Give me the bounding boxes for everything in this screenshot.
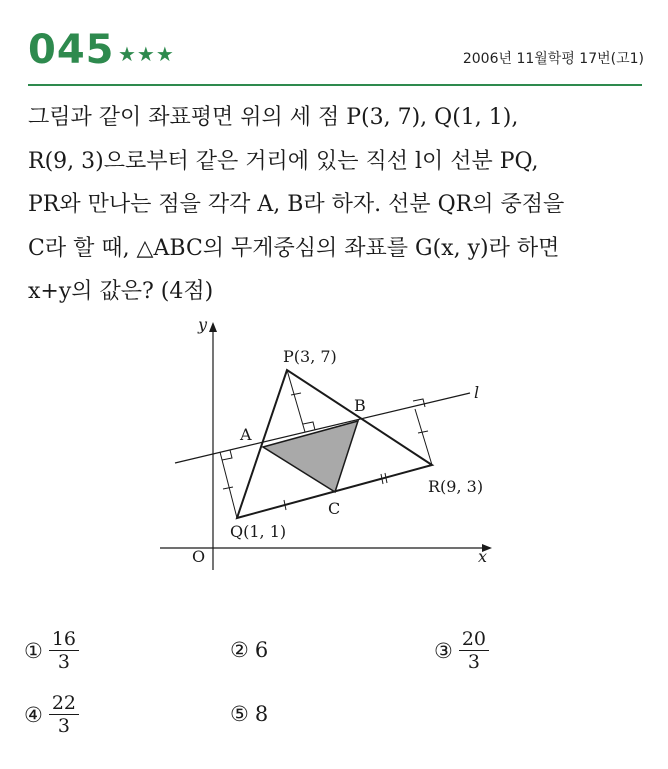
label-c: C bbox=[328, 499, 341, 518]
denominator: 3 bbox=[467, 651, 480, 673]
problem-text bbox=[28, 96, 644, 314]
right-angle-mark bbox=[303, 422, 315, 430]
tick-mark bbox=[291, 393, 301, 395]
choice-1[interactable] bbox=[24, 628, 79, 673]
problem-line: x+y의 값은? (4점) bbox=[28, 279, 214, 304]
choice-5[interactable] bbox=[230, 702, 268, 726]
label-q: Q(1, 1) bbox=[230, 522, 287, 541]
problem-line: PR와 만나는 점을 각각 A, B라 하자. 선분 QR의 중점을 bbox=[28, 192, 565, 217]
label-a: A bbox=[240, 425, 252, 444]
label-b: B bbox=[354, 396, 366, 415]
problem-line: R(9, 3)으로부터 같은 거리에 있는 직선 l이 선분 PQ, bbox=[28, 148, 539, 174]
choice-3[interactable] bbox=[434, 628, 489, 673]
coordinate-figure bbox=[150, 310, 510, 575]
choice-marker: ② bbox=[230, 638, 249, 662]
choice-4[interactable] bbox=[24, 692, 79, 737]
denominator: 3 bbox=[57, 651, 70, 673]
choice-marker: ① bbox=[24, 638, 43, 663]
label-y: y bbox=[198, 315, 208, 334]
choice-fraction bbox=[49, 692, 79, 737]
numerator: 16 bbox=[49, 628, 79, 651]
choice-value: 6 bbox=[254, 638, 269, 662]
triangle-abc bbox=[263, 421, 358, 492]
tick-mark bbox=[223, 487, 233, 489]
header-divider bbox=[28, 84, 642, 86]
numerator: 20 bbox=[459, 628, 489, 651]
answer-choices bbox=[24, 628, 644, 748]
problem-line: C라 할 때, △ABC의 무게중심의 좌표를 G(x, y)라 하면 bbox=[28, 235, 560, 261]
problem-header bbox=[28, 26, 644, 80]
choice-marker: ③ bbox=[434, 638, 453, 663]
problem-line: 그림과 같이 좌표평면 위의 세 점 P(3, 7), Q(1, 1), bbox=[28, 105, 519, 130]
choice-marker: ④ bbox=[24, 702, 43, 727]
choice-fraction bbox=[49, 628, 79, 673]
numerator: 22 bbox=[49, 692, 79, 715]
label-l: l bbox=[474, 383, 480, 402]
y-axis-arrow bbox=[209, 322, 217, 332]
choice-value: 8 bbox=[254, 702, 269, 726]
choice-fraction bbox=[459, 628, 489, 673]
problem-number: 045 bbox=[28, 27, 115, 73]
tick-mark bbox=[418, 431, 428, 433]
label-o: O bbox=[192, 547, 206, 566]
perp-from-q bbox=[220, 452, 237, 518]
label-x: x bbox=[478, 547, 488, 566]
label-r: R(9, 3) bbox=[428, 477, 484, 496]
label-p: P(3, 7) bbox=[283, 347, 337, 366]
problem-source: 2006년 11월학평 17번(고1) bbox=[462, 51, 644, 67]
difficulty-stars: ★★★ bbox=[118, 42, 175, 66]
denominator: 3 bbox=[57, 715, 70, 737]
choice-2[interactable] bbox=[230, 638, 268, 662]
choice-marker: ⑤ bbox=[230, 702, 249, 726]
